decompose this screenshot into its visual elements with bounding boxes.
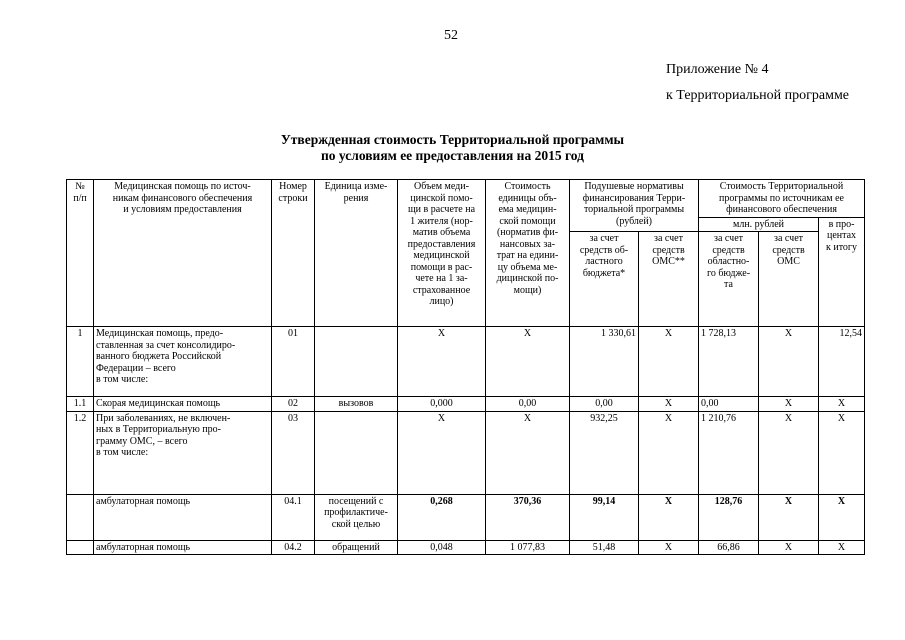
header-cost-oms: за счет средств ОМС <box>759 232 819 327</box>
cell-row-number: 02 <box>272 397 315 412</box>
cell-pc-regional: 932,25 <box>570 411 639 494</box>
cell-name: амбулаторная помощь <box>94 494 272 540</box>
cell-percent: X <box>819 494 865 540</box>
cell-unit: посещений с профилактиче- ской целью <box>315 494 398 540</box>
header-percent: в про- центах к итогу <box>819 217 865 327</box>
title-line-1: Утвержденная стоимость Территориальной программы <box>280 132 625 147</box>
cell-num: 1 <box>67 327 94 397</box>
cell-cost-oms: X <box>759 494 819 540</box>
cell-pc-regional: 1 330,61 <box>570 327 639 397</box>
cell-cost-unit: 0,00 <box>486 397 570 412</box>
cell-percent: X <box>819 397 865 412</box>
cell-volume: X <box>398 411 486 494</box>
cell-cost-regional: 1 210,76 <box>699 411 759 494</box>
cell-num <box>67 494 94 540</box>
cell-cost-regional: 66,86 <box>699 540 759 555</box>
header-cost-unit: Стоимость единицы объ- ема медицин- ской помощи (норматив фи- нансовых за- трат на едини- цу объема ме- дицинской по- мощи) <box>486 180 570 327</box>
header-care: Медицинская помощь по источ- никам финансового обеспечения и условиям предоставления <box>94 180 272 327</box>
table-row <box>67 397 865 412</box>
cell-cost-oms: X <box>759 411 819 494</box>
header-row-number: Номер строки <box>272 180 315 327</box>
cell-unit: вызовов <box>315 397 398 412</box>
table-row <box>67 494 865 540</box>
cell-pc-regional: 51,48 <box>570 540 639 555</box>
cell-row-number: 03 <box>272 411 315 494</box>
header-program-cost: Стоимость Территориальной программы по источникам ее финансового обеспечения <box>699 180 865 218</box>
cost-table <box>66 179 865 555</box>
cell-name: амбулаторная помощь <box>94 540 272 555</box>
header-cost-regional: за счет средств областно- го бюдже- та <box>699 232 759 327</box>
cell-cost-regional: 0,00 <box>699 397 759 412</box>
cell-pc-oms: X <box>639 540 699 555</box>
header-mln-rub: млн. рублей <box>699 217 819 232</box>
header-pc-oms: за счет средств ОМС** <box>639 232 699 327</box>
cell-cost-unit: 370,36 <box>486 494 570 540</box>
annex-title: Приложение № 4 <box>666 62 769 77</box>
cell-name: Медицинская помощь, предо- ставленная за счет консолидиро- ванного бюджета Российской Федерации – всего в том числе: <box>94 327 272 397</box>
table-row <box>67 540 865 555</box>
cell-volume: 0,048 <box>398 540 486 555</box>
table-row <box>67 411 865 494</box>
cell-cost-regional: 128,76 <box>699 494 759 540</box>
header-num: № п/п <box>67 180 94 327</box>
cell-cost-unit: X <box>486 327 570 397</box>
cell-percent: X <box>819 540 865 555</box>
cell-unit: обращений <box>315 540 398 555</box>
cell-pc-regional: 0,00 <box>570 397 639 412</box>
header-row-1 <box>67 180 865 218</box>
cell-name: Скорая медицинская помощь <box>94 397 272 412</box>
title-line-2: по условиям ее предоставления на 2015 год <box>321 148 584 163</box>
cell-pc-oms: X <box>639 397 699 412</box>
cell-row-number: 01 <box>272 327 315 397</box>
cell-cost-unit: X <box>486 411 570 494</box>
cell-pc-oms: X <box>639 494 699 540</box>
cell-pc-oms: X <box>639 327 699 397</box>
cell-percent: 12,54 <box>819 327 865 397</box>
cell-cost-unit: 1 077,83 <box>486 540 570 555</box>
cell-row-number: 04.2 <box>272 540 315 555</box>
page-number: 52 <box>444 28 458 43</box>
cell-unit <box>315 411 398 494</box>
cell-volume: 0,000 <box>398 397 486 412</box>
cell-num: 1.2 <box>67 411 94 494</box>
cell-cost-regional: 1 728,13 <box>699 327 759 397</box>
cell-cost-oms: X <box>759 397 819 412</box>
header-per-capita: Подушевые нормативы финансирования Терри- ториальной программы (рублей) <box>570 180 699 232</box>
cell-cost-oms: X <box>759 540 819 555</box>
annex-subtitle: к Территориальной программе <box>666 88 850 103</box>
cell-volume: 0,268 <box>398 494 486 540</box>
cell-row-number: 04.1 <box>272 494 315 540</box>
cell-volume: X <box>398 327 486 397</box>
header-volume: Объем меди- цинской помо- щи в расчете на 1 жителя (нор- матив объема предоставления медицинской помощи в рас- чете на 1 за- страхованное лицо) <box>398 180 486 327</box>
header-unit: Единица изме- рения <box>315 180 398 327</box>
cell-num <box>67 540 94 555</box>
header-pc-regional: за счет средств об- ластного бюджета* <box>570 232 639 327</box>
table-row <box>67 327 865 397</box>
cell-unit <box>315 327 398 397</box>
cell-percent: X <box>819 411 865 494</box>
cell-pc-regional: 99,14 <box>570 494 639 540</box>
document-title <box>0 132 905 164</box>
cell-cost-oms: X <box>759 327 819 397</box>
cell-pc-oms: X <box>639 411 699 494</box>
cell-num: 1.1 <box>67 397 94 412</box>
cell-name: При заболеваниях, не включен- ных в Территориальную про- грамму ОМС, – всего в том числе: <box>94 411 272 494</box>
